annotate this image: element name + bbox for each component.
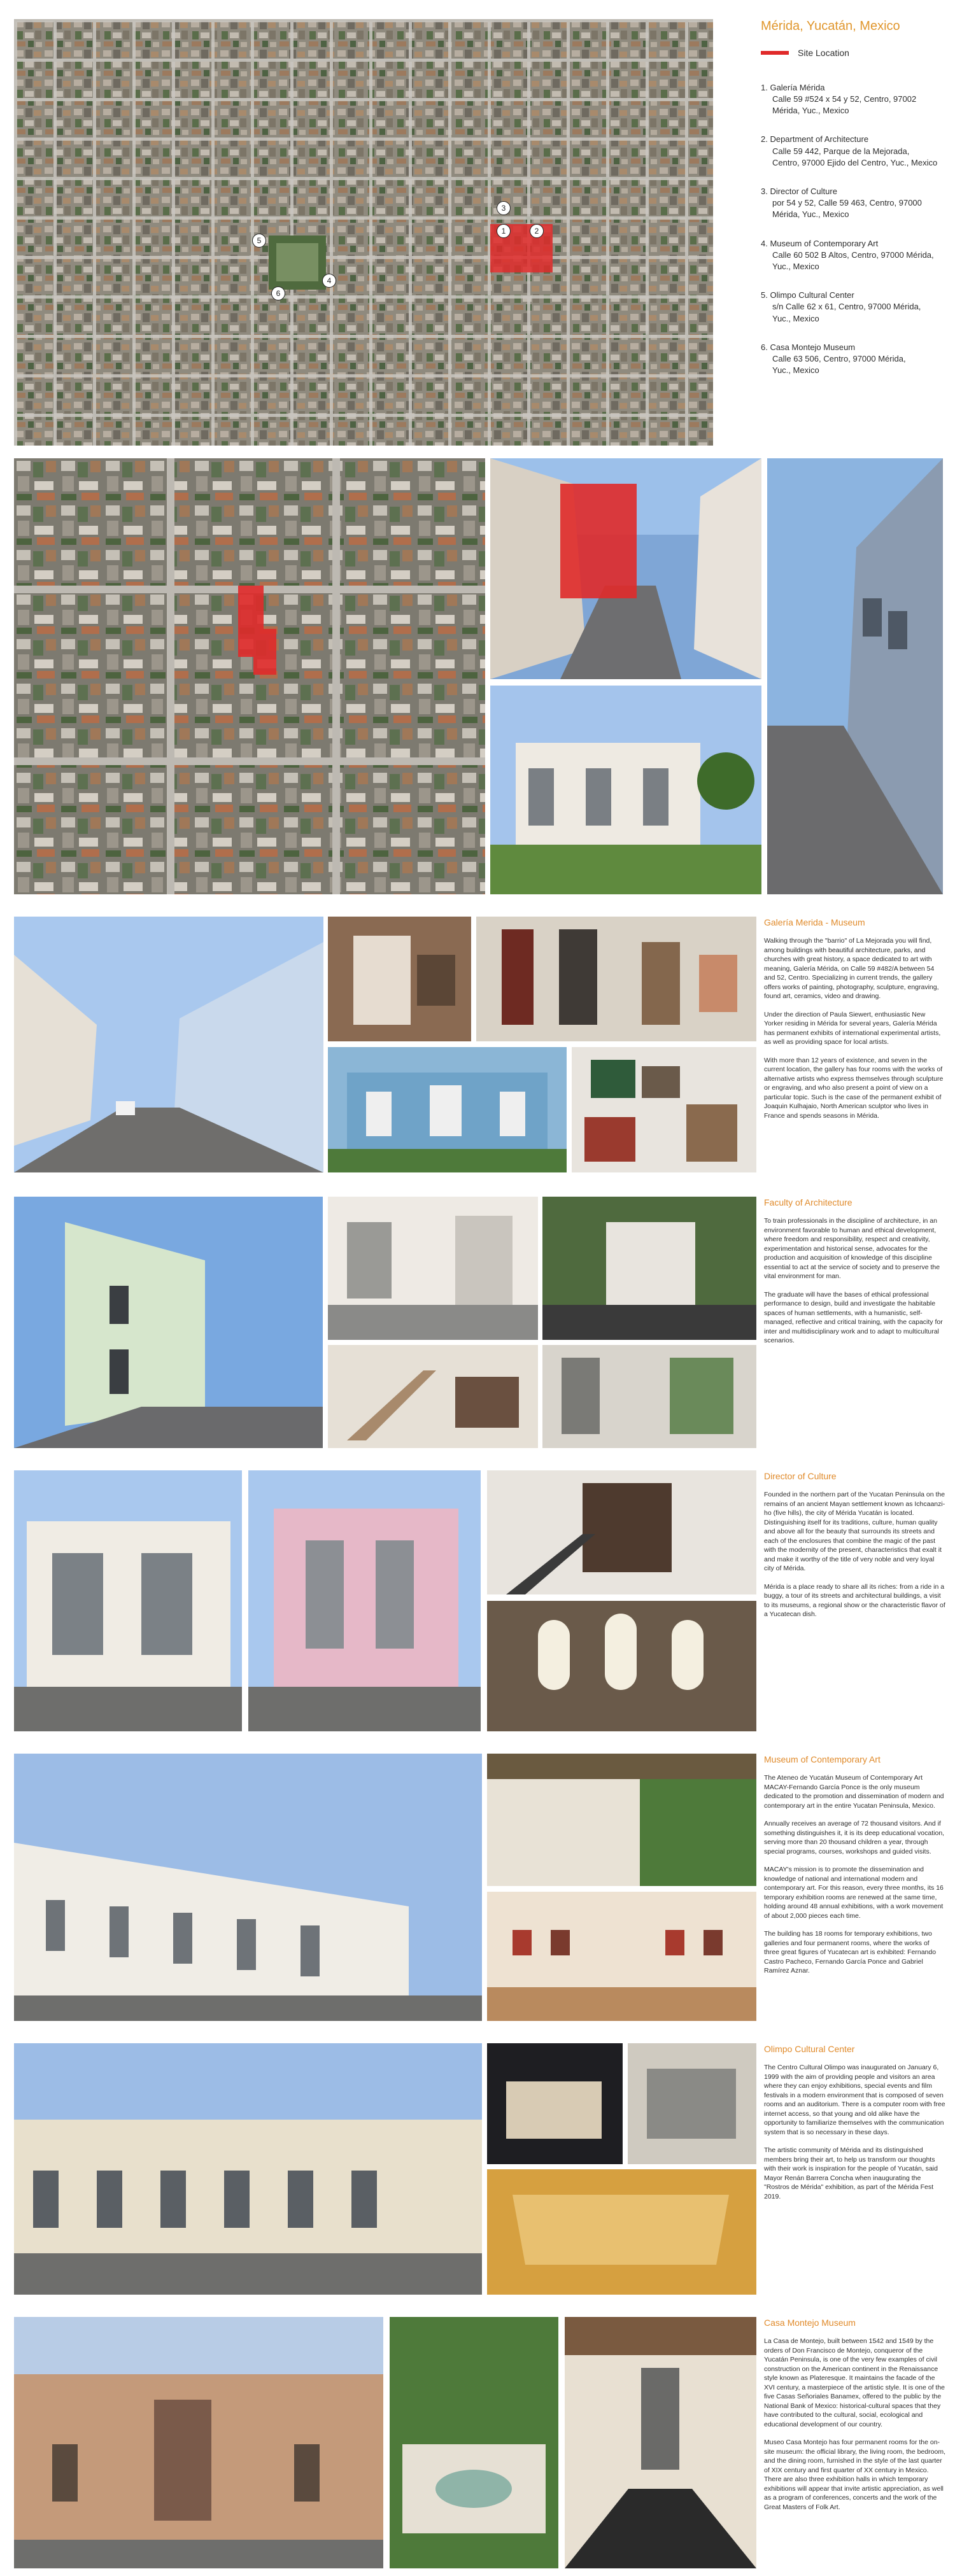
culture-windows-photo <box>487 1601 756 1731</box>
culture-building-photo <box>490 686 761 894</box>
architecture-hall-photo <box>542 1345 756 1448</box>
section-title: Director of Culture <box>764 1471 837 1481</box>
site-entry: 5. Olimpo Cultural Center s/n Calle 62 x 61, Centro, 97000 Mérida, Yuc., Mexico <box>761 290 945 325</box>
section-title: Galería Merida - Museum <box>764 917 865 927</box>
map-marker-2[interactable]: 2 <box>530 224 544 238</box>
architecture-corridor-photo <box>542 1197 756 1340</box>
galeria-text: Galería Merida - Museum Walking through the "barrio" of La Mejorada you will find, among buildings with beautiful architecture, parks, and churches with great history, a space dedicated to art with meaning, Galería Mérida, on Calle 59 #482/A between 54 and 52, Centro. Specializing in current trends, the gallery offers works of painting, photography, sculpture, engraving, found art, ceramics, video and drawing. Under the direction of Paula Siewert, enthusiastic New Yorker residing in Mérida for several years, Galería Mérida has permanent exhibits of international experimental artists, as well as providing space for local artists. With more than 12 years of existence, and seven in the current location, the gallery has four rooms with the works of alternative artists who express themselves through sculpture or engraving, and who also present a point of view on a particular topic. Such is the case of the permanent exhibit of Joaquin Kulhajaio, North American sculptor who lives in France and spends seasons in Mérida. <box>764 917 945 1129</box>
site-entry: 6. Casa Montejo Museum Calle 63 506, Centro, 97000 Mérida, Yuc., Mexico <box>761 342 945 377</box>
map-marker-6[interactable]: 6 <box>271 286 285 300</box>
site-name: 1. Galería Mérida <box>761 82 825 92</box>
olimpo-sign-photo <box>487 2169 756 2295</box>
site-entry: 4. Museum of Contemporary Art Calle 60 502 B Altos, Centro, 97000 Mérida, Yuc., Mexico <box>761 238 945 273</box>
culture-stair-photo <box>487 1470 756 1594</box>
galeria-courtyard-photo <box>328 1047 567 1172</box>
montejo-corridor-photo <box>565 2317 756 2568</box>
site-entry: 3. Director of Culture por 54 y 52, Calle 59 463, Centro, 97000 Mérida, Yuc., Mexico <box>761 186 945 221</box>
olimpo-stage-photo <box>487 2043 623 2164</box>
culture-corner-photo <box>14 1470 242 1731</box>
culture-text: Director of Culture Founded in the northern part of the Yucatan Peninsula on the remains of an ancient Mayan settlement known as Ichcaanzi-ho (five hills), the city of Mérida Yucatán is located. Distinguishing itself for its traditions, culture, human quality and above all for the beauty that surrounds its streets and each of the enclosures that combine the magic of the past with the modernity of the present, characteristics that exalt it and make it worthy of the title of very noble and very loyal city of Mérida. Mérida is a place ready to share all its riches: from a ride in a buggy, a tour of its streets and architectural buildings, a visit to its museums, a regional show or the characteristic flavor of a Yucatecan dish. <box>764 1471 945 1619</box>
olimpo-facade-photo <box>14 2043 482 2295</box>
architecture-street-photo <box>767 458 943 894</box>
site-name: 6. Casa Montejo Museum <box>761 342 856 352</box>
aerial-detail-photo <box>14 458 485 894</box>
galeria-facade-photo <box>14 917 323 1172</box>
montejo-garden-photo <box>390 2317 558 2568</box>
macay-arcade-photo <box>487 1754 756 1886</box>
site-name: 2. Department of Architecture <box>761 134 869 144</box>
site-entry: 1. Galería Mérida Calle 59 #524 x 54 y 52, Centro, 97002 Mérida, Yuc., Mexico <box>761 82 945 117</box>
architecture-text: Faculty of Architecture To train professionals in the discipline of architecture, in an environment favorable to human and ethical development, where freedom and responsibility, respect and creativity, experimentation and historical sense, advocates for the production and acquisition of knowledge of this discipline essential to act at the service of society and to preserve the vital environment for man. The graduate will have the bases of ethical professional performance to design, build and investigate the habitable spaces of human settlements, with a humanistic, self-managed, reflective and critical training, with the capacity for inter and multidisciplinary work and to adapt to multicultural scenarios. <box>764 1197 945 1355</box>
site-location-map <box>14 19 713 446</box>
site-entry: 2. Department of Architecture Calle 59 442, Parque de la Mejorada, Centro, 97000 Ejido del Centro, Yuc., Mexico <box>761 134 945 169</box>
galeria-interior-photo <box>476 917 756 1041</box>
map-marker-4[interactable]: 4 <box>322 274 336 288</box>
section-title: Museum of Contemporary Art <box>764 1754 881 1764</box>
montejo-text: Casa Montejo Museum La Casa de Montejo, built between 1542 and 1549 by the orders of Don Francisco de Montejo, conqueror of the Yucatán Peninsula, is one of the very few examples of civil construction on the American continent in the Renaissance style known as Plateresque. It maintains the facade of the XVI century, a masterpiece of the artistic style. It is one of the five Casas Señoriales Banamex, offered to the public by the National Bank of Mexico: historical-cultural spaces that they have contributed to the cultural, social, ecological and educational development of our country. Museo Casa Montejo has four permanent rooms for the on-site museum: the official library, the living room, the bedroom, and the dining room, furnished in the style of the last quarter of XIX century and first quarter of XX century in Mexico. There are also three exhibition halls in which temporary exhibitions will appear that invite artistic appreciation, as well as a program of conferences, concerts and the work of the Great Masters of Folk Art. <box>764 2318 945 2511</box>
galeria-artwork-photo <box>572 1047 756 1172</box>
legend-label: Site Location <box>798 47 849 58</box>
map-marker-3[interactable]: 3 <box>497 201 511 215</box>
olimpo-courtyard-photo <box>628 2043 756 2164</box>
montejo-facade-photo <box>14 2317 383 2568</box>
architecture-stair-photo <box>328 1345 538 1448</box>
site-name: 4. Museum of Contemporary Art <box>761 238 879 248</box>
architecture-lobby-photo <box>328 1197 538 1340</box>
city-title: Mérida, Yucatán, Mexico <box>761 19 900 33</box>
culture-pink-building-photo <box>248 1470 481 1731</box>
olimpo-text: Olimpo Cultural Center The Centro Cultural Olimpo was inaugurated on January 6, 1999 with the aim of providing people and visitors an area where they can enjoy exhibitions, special events and film festivals in a modern environment that is composed of seven rooms and an auditorium. There is a computer room with free internet access, so that young and old alike have the opportunity to familiarize themselves with the communication system that is so necessary in these days. The artistic community of Mérida and its distinguished members bring their art, to help us transform our thoughts with their work is inspiration for the people of Yucatán, said Mayor Renán Barrera Concha when inaugurating the "Rostros de Mérida" exhibition, as part of the Mérida Fest 2019. <box>764 2044 945 2200</box>
section-title: Faculty of Architecture <box>764 1197 852 1207</box>
galeria-stair-photo <box>328 917 471 1041</box>
macay-text: Museum of Contemporary Art The Ateneo de Yucatán Museum of Contemporary Art MACAY-Fernando García Ponce is the only museum dedicated to the promotion and dissemination of modern and contemporary art in the entire Yucatan Peninsula, Mexico. Annually receives an average of 72 thousand visitors. And if something distinguishes it, it is its deep educational vocation, serving more than 20 thousand children a year, through special programs, courses, workshops and guided visits. MACAY's mission is to promote the dissemination and knowledge of national and international modern and contemporary art. For this reason, every three months, its 16 temporary exhibition rooms are renewed at the same time, holding around 48 annual exhibitions, with a work movement of about 2,000 pieces each time. The building has 18 rooms for temporary exhibitions, two galleries and four permanent rooms, where the works of three great figures of Yucatecan art is exhibited: Fernando Castro Pacheco, Fernando García Ponce and Gabriel Ramírez Aznar. <box>764 1754 945 1975</box>
section-title: Casa Montejo Museum <box>764 2318 856 2328</box>
galeria-street-photo <box>490 458 761 679</box>
map-marker-5[interactable]: 5 <box>252 234 266 248</box>
site-name: 3. Director of Culture <box>761 187 837 197</box>
architecture-facade-photo <box>14 1197 323 1448</box>
macay-facade-photo <box>14 1754 482 2021</box>
macay-gallery-photo <box>487 1892 756 2021</box>
map-marker-1[interactable]: 1 <box>497 224 511 238</box>
site-location-swatch <box>761 51 789 55</box>
section-title: Olimpo Cultural Center <box>764 2044 855 2054</box>
map-legend <box>761 47 945 59</box>
site-name: 5. Olimpo Cultural Center <box>761 290 854 300</box>
site-list-panel <box>761 18 945 393</box>
